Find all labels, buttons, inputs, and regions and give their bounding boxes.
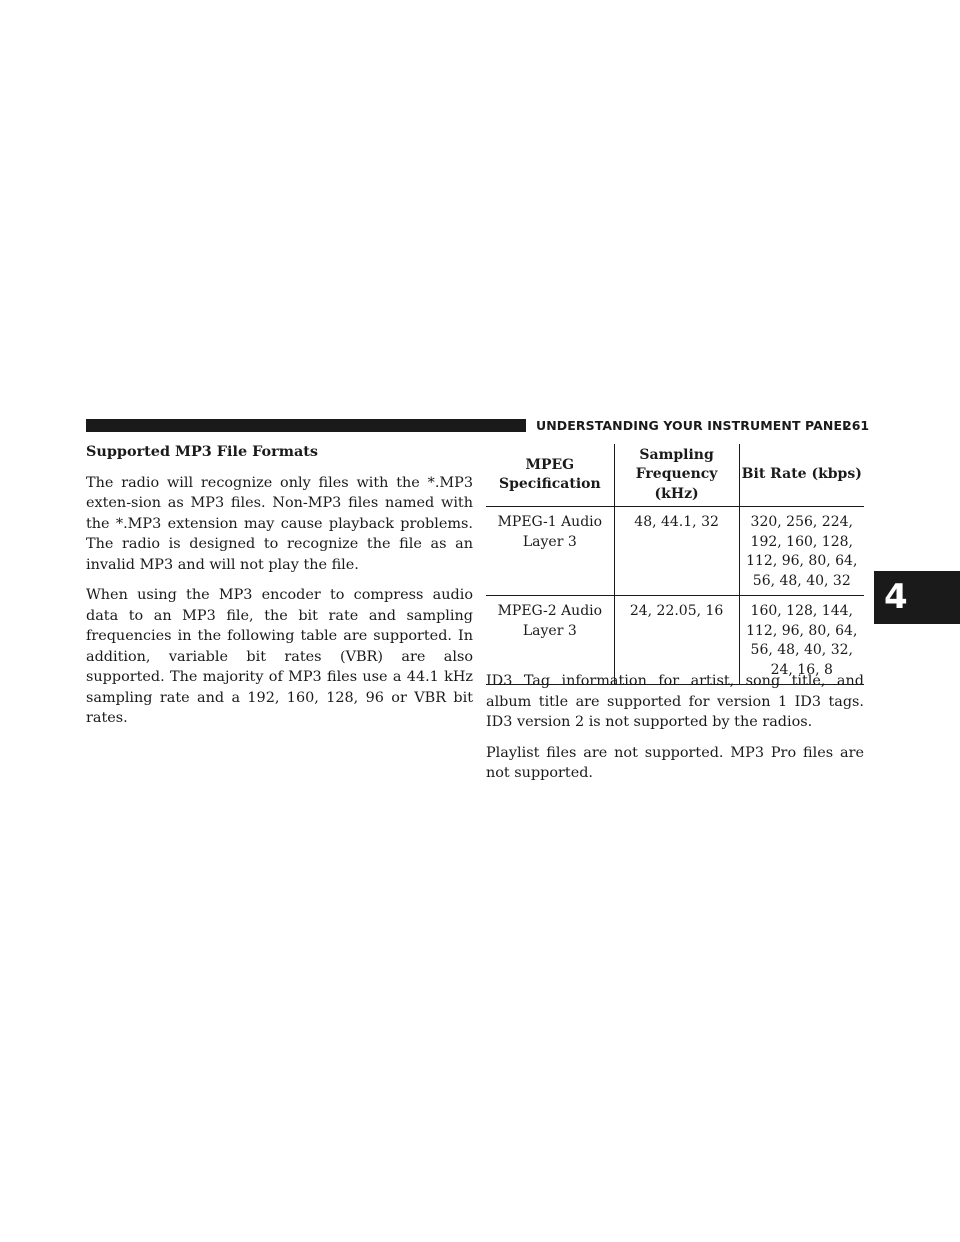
- table-header-row: [486, 444, 864, 507]
- mp3-format-table: [486, 444, 864, 685]
- cell-frequency: [614, 507, 739, 596]
- cell-line: Layer 3: [522, 622, 577, 639]
- paragraph-playlist: Playlist files are not supported. MP3 Pro files are not supported.: [486, 744, 864, 781]
- paragraph-id3-tags: ID3 Tag information for artist, song title, and album title are supported for version 1 ID3 tags. ID3 version 2 is not supported by the radios.: [486, 673, 864, 730]
- header-line: Bit Rate (kbps): [741, 466, 862, 483]
- page-number: 261: [843, 418, 870, 433]
- cell-line: MPEG-1 Audio: [497, 514, 603, 530]
- cell-line: Layer 3: [522, 533, 577, 550]
- header-sampling-frequency: [614, 444, 739, 507]
- cell-line: 320, 256, 224,: [750, 514, 853, 530]
- cell-line: 48, 44.1, 32: [634, 514, 719, 530]
- right-column: [486, 671, 864, 794]
- mp3-format-table-container: [486, 444, 864, 685]
- cell-line: 24, 22.05, 16: [629, 603, 724, 619]
- header-line: (kHz): [654, 485, 699, 502]
- header-line: Frequency: [635, 466, 718, 483]
- header-line: Specification: [498, 476, 601, 492]
- header-bit-rate: [739, 444, 864, 507]
- header-line: MPEG: [525, 456, 575, 473]
- cell-spec: [486, 507, 614, 596]
- cell-line: 112, 96, 80, 64,: [746, 622, 858, 639]
- cell-line: 56, 48, 40, 32,: [750, 642, 853, 658]
- header-rule: [86, 419, 526, 432]
- chapter-number: 4: [884, 577, 908, 617]
- cell-line: 160, 128, 144,: [750, 603, 853, 619]
- chapter-tab: [874, 571, 960, 624]
- cell-line: 112, 96, 80, 64,: [746, 553, 858, 569]
- cell-line: MPEG-2 Audio: [497, 603, 603, 619]
- cell-line: 24, 16, 8: [770, 661, 833, 678]
- cell-line: 192, 160, 128,: [750, 533, 853, 550]
- table-row: [486, 507, 864, 596]
- cell-line: 56, 48, 40, 32: [752, 572, 851, 589]
- header-mpeg-specification: [486, 444, 614, 507]
- section-header-title: UNDERSTANDING YOUR INSTRUMENT PANEL: [536, 418, 851, 433]
- section-heading: Supported MP3 File Formats: [86, 443, 319, 460]
- header-line: Sampling: [639, 446, 714, 463]
- paragraph-filename-rules: The radio will recognize only files with the *.MP3 exten-sion as MP3 files. Non-MP3 files named with the *.MP3 extension may cause playback problems. The radio is designed to recognize the file as an invalid MP3 and will not play the file.: [86, 474, 473, 573]
- left-column: [86, 442, 473, 739]
- cell-bitrate: [739, 507, 864, 596]
- paragraph-encoder-rates: When using the MP3 encoder to compress audio data to an MP3 file, the bit rate and sampling frequencies in the following table are supported. In addition, variable bit rates (VBR) are also supported. The majority of MP3 files use a 44.1 kHz sampling rate and a 192, 160, 128, 96 or VBR bit rates.: [86, 587, 473, 726]
